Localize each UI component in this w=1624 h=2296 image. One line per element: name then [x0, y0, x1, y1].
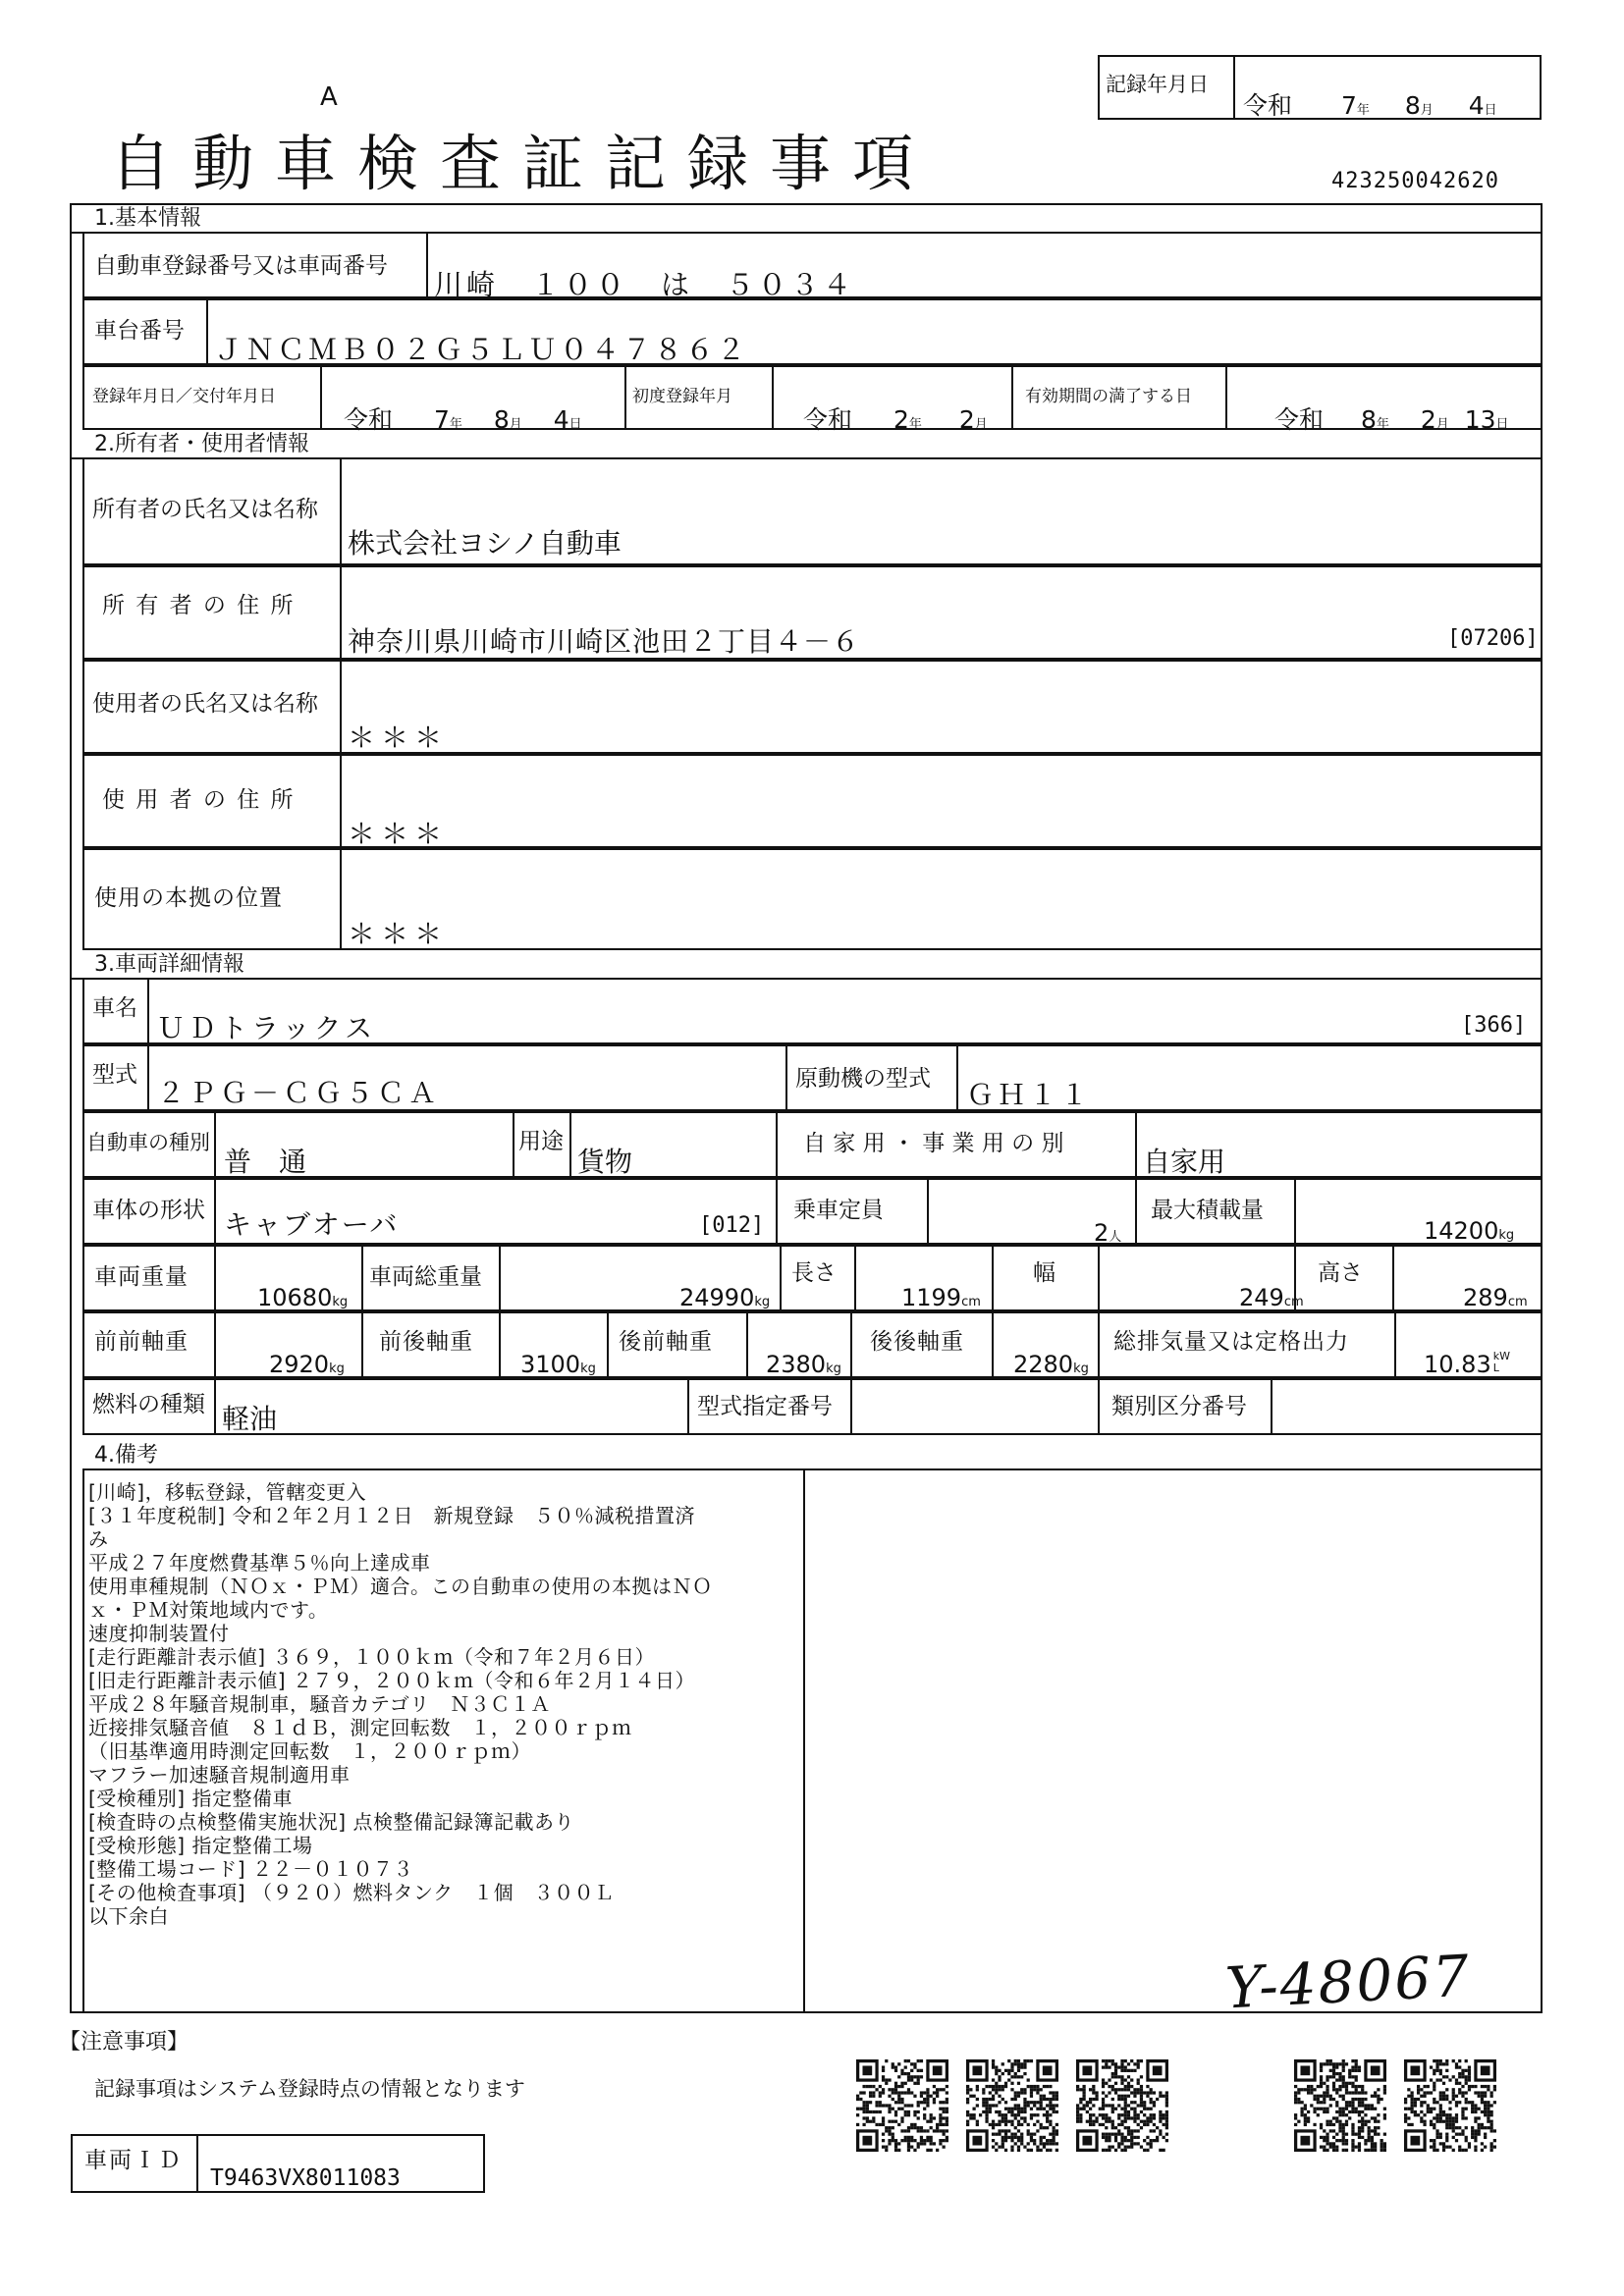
ff-axle-label: 前前軸重	[94, 1329, 189, 1355]
vehicle-name-code: [366]	[1461, 1013, 1527, 1038]
record-date-label: 記録年月日	[1106, 73, 1209, 96]
remark-line: [受検種別] 指定整備車	[88, 1787, 293, 1810]
reg-date: 令和 7年 8月 4日	[344, 405, 582, 434]
remark-line: マフラー加速騒音規制適用車	[88, 1763, 351, 1787]
body-shape: キャブオーバ	[224, 1208, 400, 1241]
private-use-label: 自 家 用 ・ 事 業 用 の 別	[803, 1131, 1064, 1156]
owner-address-code: [07206]	[1447, 626, 1539, 651]
capacity-label: 乗車定員	[793, 1198, 884, 1223]
remark-line: 平成２７年度燃費基準５％向上達成車	[88, 1551, 431, 1575]
section-vehicle-title: 3.車両詳細情報	[94, 952, 244, 977]
section-owner-title: 2.所有者・使用者情報	[94, 432, 309, 456]
user-name: ＊＊＊	[348, 721, 449, 754]
max-load: 14200kg	[1424, 1217, 1515, 1245]
vehicle-weight: 10680kg	[257, 1284, 349, 1311]
engine-label: 原動機の型式	[795, 1066, 931, 1092]
remark-line: [３１年度税制] 令和２年２月１２日 新規登録 ５０％減税措置済	[88, 1504, 695, 1527]
expiry-label: 有効期間の満了する日	[1025, 387, 1192, 406]
class-number-label: 類別区分番号	[1111, 1394, 1247, 1419]
page-title: 自動車検査証記録事項	[110, 128, 936, 199]
remark-line: 以下余白	[88, 1904, 169, 1928]
rf-axle-label: 後前軸重	[619, 1329, 713, 1355]
remark-line: [走行距離計表示値] ３６９，１００ｋｍ（令和７年２月６日）	[88, 1645, 655, 1669]
gross-weight: 24990kg	[679, 1284, 771, 1311]
user-name-label: 使用者の氏名又は名称	[92, 691, 318, 717]
fuel-label: 燃料の種類	[92, 1392, 205, 1417]
vehicle-length: 1199cm	[901, 1284, 981, 1311]
owner-name-label: 所有者の氏名又は名称	[92, 497, 318, 522]
owner-address: 神奈川県川崎市川崎区池田２丁目４－６	[348, 625, 861, 658]
document-number: 423250042620	[1331, 169, 1499, 193]
type-designation-label: 型式指定番号	[697, 1394, 833, 1419]
capacity: 2人	[1094, 1219, 1122, 1247]
weight-label: 車両重量	[94, 1264, 189, 1290]
qr-code-4	[1294, 2059, 1386, 2152]
section-basic-title: 1.基本情報	[94, 206, 201, 231]
remark-line: [検査時の点検整備実施状況] 点検整備記録簿記載あり	[88, 1810, 574, 1834]
vehicle-width: 249cm	[1239, 1284, 1304, 1311]
height-label: 高さ	[1318, 1260, 1363, 1286]
vehicle-id-label: 車両ＩＤ	[84, 2148, 183, 2173]
max-load-label: 最大積載量	[1151, 1198, 1264, 1223]
base-location-label: 使用の本拠の位置	[94, 885, 283, 911]
qr-code-1	[856, 2059, 948, 2152]
reg-number: 川崎 １００ は ５０３４	[434, 268, 856, 301]
remark-line: [旧走行距離計表示値] ２７９，２００ｋｍ（令和６年２月１４日）	[88, 1669, 695, 1692]
displacement-label: 総排気量又は定格出力	[1113, 1329, 1349, 1355]
first-reg-date: 令和 2年 2月	[803, 405, 988, 434]
reg-number-label: 自動車登録番号又は車両番号	[94, 253, 388, 279]
qr-code-5	[1404, 2059, 1496, 2152]
remark-line: み	[88, 1527, 109, 1551]
handwritten-number: Y-48067	[1223, 1942, 1473, 2022]
private-use: 自家用	[1143, 1146, 1226, 1178]
reg-date-label: 登録年月日／交付年月日	[92, 387, 276, 406]
fr-axle-label: 前後軸重	[379, 1329, 473, 1355]
remark-line: [川崎]，移転登録，管轄変更入	[88, 1480, 367, 1504]
remark-line: ｘ・ＰＭ対策地域内です。	[88, 1598, 329, 1622]
use-label: 用途	[518, 1129, 564, 1154]
rf-axle-weight: 2380kg	[766, 1351, 841, 1378]
qr-code-3	[1076, 2059, 1168, 2152]
fr-axle-weight: 3100kg	[520, 1351, 596, 1378]
owner-addr-label: 所 有 者 の 住 所	[102, 593, 296, 618]
vehicle-use: 貨物	[577, 1146, 633, 1178]
chassis-number: ＪＮＣＭＢ０２Ｇ５ＬＵ０４７８６２	[214, 333, 749, 366]
notice-title: 【注意事項】	[59, 2030, 189, 2055]
remark-line: [その他検査事項] （９２０）燃料タンク １個 ３００Ｌ	[88, 1881, 615, 1904]
remark-line: [受検形態] 指定整備工場	[88, 1834, 313, 1857]
fuel-type: 軽油	[222, 1403, 278, 1435]
remark-line: 平成２８年騒音規制車，騒音カテゴリ Ｎ３Ｃ１Ａ	[88, 1692, 551, 1716]
chassis-label: 車台番号	[94, 318, 185, 344]
displacement: 10.83 kW L	[1424, 1350, 1510, 1378]
user-address: ＊＊＊	[348, 818, 449, 850]
model-label: 型式	[92, 1062, 137, 1088]
vehicle-kind: 普 通	[224, 1146, 307, 1178]
qr-code-2	[966, 2059, 1058, 2152]
remark-line: 近接排気騒音値 ８１ｄＢ，測定回転数 １，２００ｒｐｍ	[88, 1716, 632, 1739]
vehicle-height: 289cm	[1463, 1284, 1528, 1311]
owner-name: 株式会社ヨシノ自動車	[348, 527, 622, 560]
remark-line: 使用車種規制（ＮＯｘ・ＰＭ）適合。この自動車の使用の本拠はＮＯ	[88, 1575, 713, 1598]
record-date: 令和 7年 8月 4日	[1243, 91, 1497, 120]
remark-line: （旧基準適用時測定回転数 １，２００ｒｐｍ）	[88, 1739, 531, 1763]
form-mark: A	[320, 82, 338, 112]
length-label: 長さ	[791, 1260, 837, 1286]
rr-axle-weight: 2280kg	[1013, 1351, 1089, 1378]
rr-axle-label: 後後軸重	[870, 1329, 964, 1355]
remark-line: 速度抑制装置付	[88, 1622, 230, 1645]
expiry-date: 令和 8年 2月 13日	[1274, 405, 1509, 434]
kind-label: 自動車の種別	[86, 1131, 210, 1154]
base-location: ＊＊＊	[348, 918, 449, 950]
first-reg-label: 初度登録年月	[632, 387, 732, 406]
model-code: ２ＰＧ－ＣＧ５ＣＡ	[157, 1077, 441, 1109]
notice-text: 記録事項はシステム登録時点の情報となります	[94, 2077, 525, 2101]
vehicle-name-label: 車名	[92, 995, 137, 1021]
width-label: 幅	[1033, 1260, 1056, 1286]
body-shape-label: 車体の形状	[92, 1198, 205, 1223]
body-shape-code: [012]	[699, 1213, 765, 1238]
remarks-list	[88, 1480, 713, 1928]
section-remarks-title: 4.備考	[94, 1443, 158, 1468]
gross-weight-label: 車両総重量	[369, 1264, 482, 1290]
remark-line: [整備工場コード] ２２－０１０７３	[88, 1857, 413, 1881]
vehicle-id: T9463VX8011083	[210, 2165, 401, 2191]
ff-axle-weight: 2920kg	[269, 1351, 345, 1378]
engine-model: ＧＨ１１	[966, 1079, 1093, 1111]
vehicle-name: ＵＤトラックス	[157, 1012, 377, 1044]
user-addr-label: 使 用 者 の 住 所	[102, 787, 296, 813]
